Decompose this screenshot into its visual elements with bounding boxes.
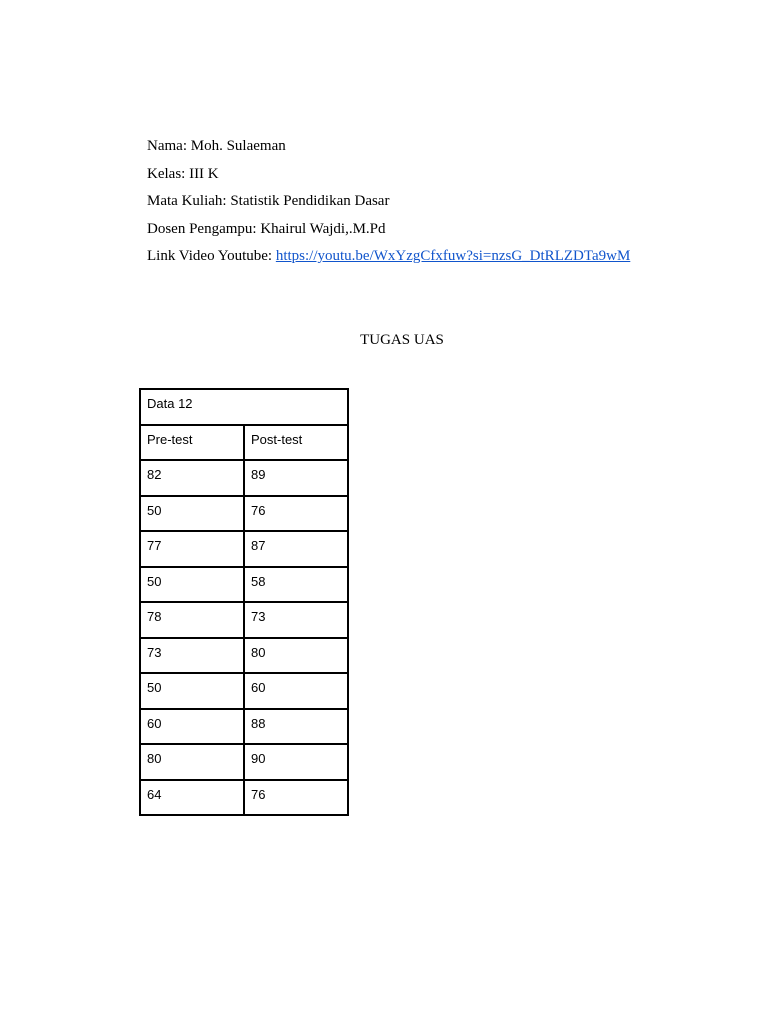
pre-test-cell: 77 — [140, 531, 244, 567]
document-title: TUGAS UAS — [360, 332, 444, 348]
student-name: Nama: Moh. Sulaeman — [147, 138, 286, 154]
pre-test-cell: 64 — [140, 780, 244, 816]
table-row — [140, 673, 348, 709]
pre-test-cell: 82 — [140, 460, 244, 496]
youtube-video-link[interactable]: https://youtu.be/WxYzgCfxfuw?si=nzsG_DtRLZDTa9wM — [275, 248, 631, 264]
table-row — [140, 709, 348, 745]
pre-test-cell: 80 — [140, 744, 244, 780]
post-test-cell: 80 — [244, 638, 348, 674]
data-table — [139, 388, 349, 816]
pre-test-cell: 50 — [140, 496, 244, 532]
pre-test-cell: 60 — [140, 709, 244, 745]
post-test-cell: 76 — [244, 496, 348, 532]
post-test-cell: 60 — [244, 673, 348, 709]
student-info — [147, 137, 630, 275]
student-class: Kelas: III K — [147, 165, 219, 182]
pre-test-cell: 78 — [140, 602, 244, 638]
table-row — [140, 638, 348, 674]
post-test-cell: 73 — [244, 602, 348, 638]
table-header-row — [140, 425, 348, 461]
table-row — [140, 744, 348, 780]
course-name: Mata Kuliah: Statistik Pendidikan Dasar — [147, 193, 390, 209]
table-row — [140, 780, 348, 816]
table-row — [140, 460, 348, 496]
table-row — [140, 531, 348, 567]
pre-test-cell: 50 — [140, 673, 244, 709]
post-test-cell: 88 — [244, 709, 348, 745]
post-test-cell: 89 — [244, 460, 348, 496]
table-row — [140, 602, 348, 638]
post-test-cell: 87 — [244, 531, 348, 567]
table-caption-row — [140, 389, 348, 425]
video-link-label: Link Video Youtube: — [147, 248, 276, 264]
pre-test-cell: 73 — [140, 638, 244, 674]
video-link-line — [147, 247, 630, 265]
header-pre-test: Pre-test — [140, 425, 244, 461]
post-test-cell: 76 — [244, 780, 348, 816]
post-test-cell: 90 — [244, 744, 348, 780]
lecturer-name: Dosen Pengampu: Khairul Wajdi,.M.Pd — [147, 220, 386, 237]
table-caption: Data 12 — [140, 389, 348, 425]
pre-test-cell: 50 — [140, 567, 244, 603]
table-row — [140, 567, 348, 603]
header-post-test: Post-test — [244, 425, 348, 461]
table-row — [140, 496, 348, 532]
post-test-cell: 58 — [244, 567, 348, 603]
